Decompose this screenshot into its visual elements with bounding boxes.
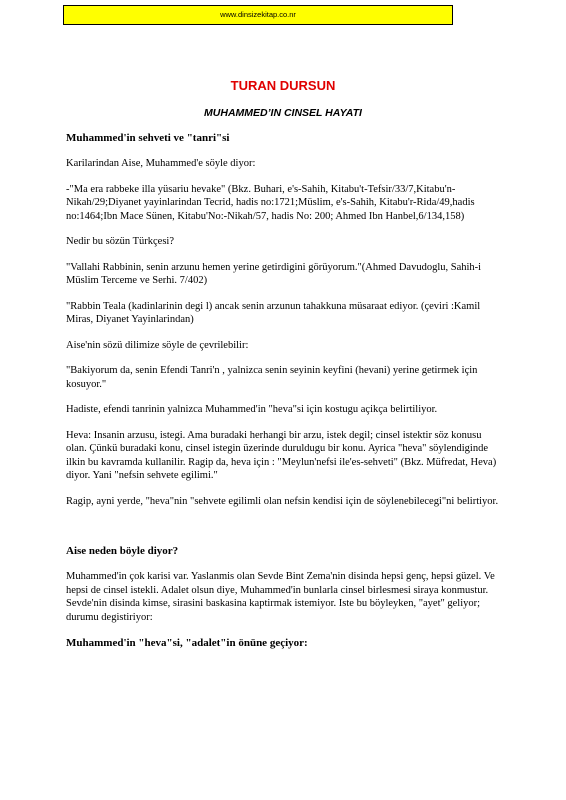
paragraph: "Bakiyorum da, senin Efendi Tanri'n , yalnizca senin seyinin keyfini (hevani) yerine getirmek için kosuyor." xyxy=(66,365,478,390)
paragraph: -"Ma era rabbeke illa yüsariu hevake" (Bkz. Buhari, e's-Sahih, Kitabu't-Tefsir/33/7,Kitabu'n-Nikah/29;Diyanet yayinlarindan Tecrid, hadis no:1721;Müslim, e's-Sahih, Kitabu'r-Rida/49,hadis no:1464;Ibn Mace Sünen, Kitabu'No:-Nikah/57, hadis No: 200; Ahmed Ibn Hanbel,6/134,158) xyxy=(66,183,475,222)
section-heading: Muhammed'in "heva"si, "adalet"in önüne geçiyor: xyxy=(66,637,308,649)
paragraph: Aise'nin sözü dilimize söyle de çevrilebilir: xyxy=(66,339,249,351)
document-body xyxy=(66,78,500,662)
author-name: TURAN DURSUN xyxy=(230,78,336,93)
paragraph: Muhammed'in çok karisi var. Yaslanmis olan Sevde Bint Zema'nin disinda hepsi genç, hepsi güzel. Ve hepsi de cinsel istekli. Adalet olsun diye, Muhammed'in bunlarla cinsel birlesmesi siraya konmustur. Sevde'nin disinda kimse, sirasini baskasina kaptirmak istemiyor. Iste bu böyleyken, "ayet" geliyor; durumu degistiriyor: xyxy=(66,571,495,623)
paragraph: Nedir bu sözün Türkçesi? xyxy=(66,236,174,247)
paragraph: Hadiste, efendi tanrinin yalnizca Muhammed'in "heva"si için kostugu açikça belirtiliyor. xyxy=(66,404,438,415)
section-heading: Muhammed'in sehveti ve "tanri"si xyxy=(66,132,230,144)
document-title: MUHAMMED’IN CINSEL HAYATI xyxy=(204,107,362,119)
paragraph: "Vallahi Rabbinin, senin arzunu hemen yerine getirdigini görüyorum."(Ahmed Davudoglu, Sahih-i Müslim Terceme ve Serhi. 7/402) xyxy=(66,261,482,286)
paragraph: Karilarindan Aise, Muhammed'e söyle diyor: xyxy=(66,158,256,169)
paragraph: "Rabbin Teala (kadinlarinin degi l) ancak senin arzunun tahakkuna müsaraat ediyor. (çeviri :Kamil Miras, Diyanet Yayinlarindan) xyxy=(66,300,481,325)
paragraph: Heva: Insanin arzusu, istegi. Ama buradaki herhangi bir arzu, istek degil; cinsel istektir söz konusu olan. Çünkü buradaki konu, cinsel istegin üzerinde duruldugu bir konu. Ayrica "heva" söylendiginde ilkin bu kavramda kullanilir. Ragip da, heva için : "Meylun'nefsi ile'es-sehveti" (Bkz. Müfredat, Heva) diyor. Yani "nefsin sehvete egilimi." xyxy=(66,429,497,481)
section-heading: Aise neden böyle diyor? xyxy=(66,545,179,557)
spacer xyxy=(66,520,500,544)
paragraph: Ragip, ayni yerde, "heva"nin "sehvete egilimli olan nefsin kendisi için de söylenebilecegi"ni belirtiyor. xyxy=(66,495,499,507)
site-url-banner[interactable]: www.dinsizekitap.co.nr xyxy=(63,5,453,25)
